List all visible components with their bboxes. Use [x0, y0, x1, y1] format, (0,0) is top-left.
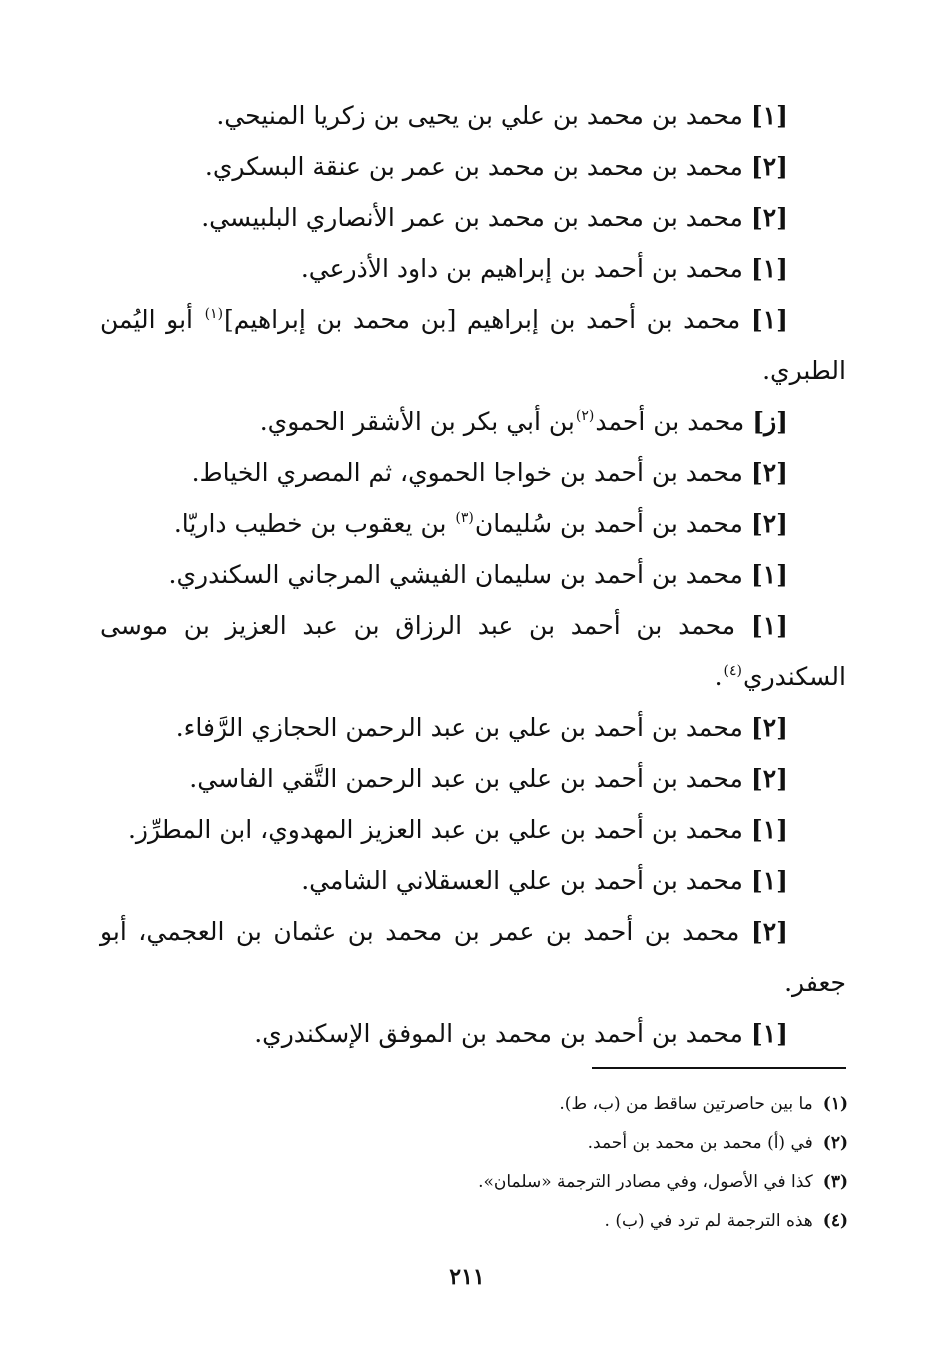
entry-number: [٢] — [750, 458, 788, 487]
footnote — [300, 1163, 848, 1202]
entry-number: [١] — [750, 866, 788, 895]
entry-number: [٢] — [750, 509, 788, 538]
entry-number: [١] — [750, 1019, 788, 1048]
entry — [100, 1008, 846, 1059]
entry-text: محمد بن أحمد — [595, 407, 745, 436]
footnote-text: ما بين حاصرتين ساقط من (ب، ط). — [559, 1094, 813, 1114]
entry-text: محمد بن أحمد بن عبد الرزاق بن عبد العزيز بن موسى السكندري — [100, 611, 846, 691]
entry — [100, 192, 846, 243]
entry-number: [٢] — [750, 764, 788, 793]
footnotes-list — [300, 1085, 848, 1241]
entry — [100, 90, 846, 141]
entry-text-continued: بن أبي بكر بن الأشقر الحموي. — [259, 407, 575, 436]
entry-text: محمد بن أحمد بن علي بن عبد الرحمن الحجازي الرَّفاء. — [175, 713, 743, 742]
entry-text: محمد بن أحمد بن علي بن عبد الرحمن التَّقي الفاسي. — [189, 764, 743, 793]
entry-text: محمد بن أحمد بن علي بن عبد العزيز المهدوي، ابن المطرِّز. — [127, 815, 743, 844]
page-number: ٢١١ — [449, 1264, 485, 1290]
entry — [100, 447, 846, 498]
entry — [100, 600, 846, 702]
entry — [100, 294, 846, 396]
entry-text-continued: أبو اليُمن الطبري. — [100, 305, 846, 385]
entry-number: [١] — [750, 101, 788, 130]
entry-text: محمد بن أحمد بن محمد بن الموفق الإسكندري. — [254, 1019, 743, 1048]
footnote-number: (٢) — [822, 1133, 848, 1153]
footnote-number: (١) — [822, 1094, 848, 1114]
entry-text: محمد بن أحمد بن إبراهيم بن داود الأذرعي. — [300, 254, 743, 283]
footnote — [300, 1202, 848, 1241]
entry-text: محمد بن محمد بن علي بن يحيى بن زكريا المنيحي. — [216, 101, 743, 130]
footnote-text: كذا في الأصول، وفي مصادر الترجمة «سلمان». — [478, 1172, 813, 1192]
entry-text: محمد بن أحمد بن عمر بن محمد بن عثمان بن العجمي، أبو جعفر. — [100, 917, 846, 997]
entry-text: محمد بن أحمد بن سليمان الفيشي المرجاني السكندري. — [168, 560, 743, 589]
entry-text: محمد بن محمد بن محمد بن عمر الأنصاري البلبيسي. — [201, 203, 743, 232]
entry-number: [٢] — [750, 203, 788, 232]
footnote-separator — [592, 1067, 846, 1069]
entry-number: [٢] — [750, 713, 788, 742]
entry-number: [١] — [750, 611, 789, 640]
entry — [100, 753, 846, 804]
entry — [100, 549, 846, 600]
entry — [100, 702, 846, 753]
footnote-text: هذه الترجمة لم ترد في (ب) . — [604, 1211, 813, 1231]
entry-number: [١] — [750, 305, 788, 334]
footnote-number: (٣) — [822, 1172, 848, 1192]
entry-text: محمد بن محمد بن محمد بن عمر بن عنقة البسكري. — [204, 152, 743, 181]
entry-text: محمد بن أحمد بن سُليمان — [474, 509, 743, 538]
footnote-number: (٤) — [822, 1211, 848, 1231]
entry — [100, 396, 846, 447]
entry — [100, 498, 846, 549]
entries-list — [100, 90, 846, 1059]
footnote-ref: (١) — [204, 306, 224, 322]
footnote-ref: (٤) — [723, 663, 743, 679]
entry-text-continued: . — [714, 662, 723, 691]
footnote — [300, 1124, 848, 1163]
entry — [100, 906, 846, 1008]
entry-number: [٢] — [750, 917, 788, 946]
entry-number: [١] — [750, 815, 788, 844]
entry — [100, 855, 846, 906]
entry — [100, 243, 846, 294]
entry — [100, 141, 846, 192]
entry-text: محمد بن أحمد بن خواجا الحموي، ثم المصري الخياط. — [191, 458, 743, 487]
entry — [100, 804, 846, 855]
footnote — [300, 1085, 848, 1124]
entry-text-continued: بن يعقوب بن خطيب داريّا. — [173, 509, 455, 538]
entry-number: [١] — [750, 254, 788, 283]
entry-text: محمد بن أحمد بن إبراهيم [بن محمد بن إبراهيم] — [224, 305, 741, 334]
footnote-text: في (أ) محمد بن محمد بن أحمد. — [587, 1133, 813, 1153]
entry-number: [١] — [750, 560, 788, 589]
footnote-ref: (٣) — [455, 510, 474, 526]
entry-number: [٢] — [750, 152, 788, 181]
entry-number: [ز] — [752, 407, 788, 436]
footnote-ref: (٢) — [575, 408, 595, 424]
entry-text: محمد بن أحمد بن علي العسقلاني الشامي. — [301, 866, 743, 895]
